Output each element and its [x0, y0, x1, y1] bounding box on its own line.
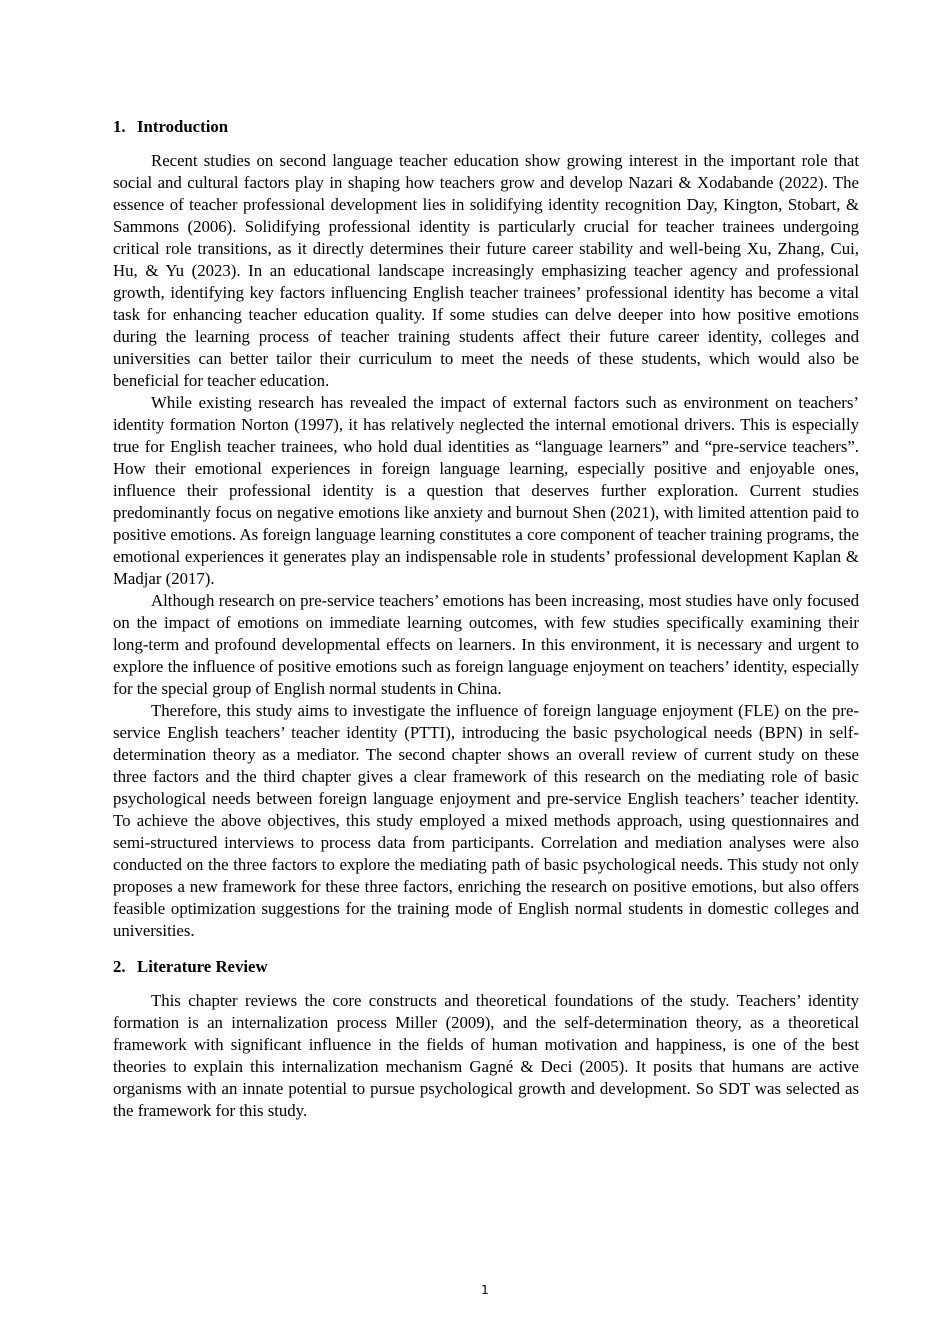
section-heading-introduction: [113, 116, 859, 138]
document-page: [113, 116, 859, 1122]
body-paragraph: Recent studies on second language teacher education show growing interest in the important role that social and cultural factors play in shaping how teachers grow and develop Nazari & Xodabande (2022). The essence of teacher professional development lies in solidifying identity recognition Day, Kington, Stobart, & Sammons (2006). Solidifying professional identity is particularly crucial for teacher trainees undergoing critical role transitions, as it directly determines their future career stability and well-being Xu, Zhang, Cui, Hu, & Yu (2023). In an educational landscape increasingly emphasizing teacher agency and professional growth, identifying key factors influencing English teacher trainees’ professional identity has become a vital task for enhancing teacher education quality. If some studies can delve deeper into how positive emotions during the learning process of teacher training students affect their future career identity, colleges and universities can better tailor their curriculum to meet the needs of these students, which would also be beneficial for teacher education.: [113, 151, 859, 390]
body-paragraph: Therefore, this study aims to investigate the influence of foreign language enjoyment (FLE) on the pre-service English teachers’ teacher identity (PTTI), introducing the basic psychological needs (BPN) in self-determination theory as a mediator. The second chapter shows an overall review of current study on these three factors and the third chapter gives a clear framework of this research on the mediating role of basic psychological needs between foreign language enjoyment and pre-service English teachers’ teacher identity. To achieve the above objectives, this study employed a mixed methods approach, using questionnaires and semi-structured interviews to process data from participants. Correlation and mediation analyses were also conducted on the three factors to explore the mediating path of basic psychological needs. This study not only proposes a new framework for these three factors, enriching the research on positive emotions, but also offers feasible optimization suggestions for the training mode of English normal students in domestic colleges and universities.: [113, 701, 859, 940]
body-paragraph: While existing research has revealed the impact of external factors such as environment on teachers’ identity formation Norton (1997), it has relatively neglected the internal emotional drivers. This is especially true for English teacher trainees, who hold dual identities as “language learners” and “pre-service teachers”. How their emotional experiences in foreign language learning, especially positive and enjoyable ones, influence their professional identity is a question that deserves further exploration. Current studies predominantly focus on negative emotions like anxiety and burnout Shen (2021), with limited attention paid to positive emotions. As foreign language learning constitutes a core component of teacher training programs, the emotional experiences it generates play an indispensable role in students’ professional development Kaplan & Madjar (2017).: [113, 393, 859, 588]
section-number: 2.: [113, 957, 126, 976]
section-number: 1.: [113, 117, 126, 136]
body-paragraph: Although research on pre-service teachers’ emotions has been increasing, most studies have only focused on the impact of emotions on immediate learning outcomes, with few studies specifically examining their long-term and profound developmental effects on learners. In this environment, it is necessary and urgent to explore the influence of positive emotions such as foreign language enjoyment on teachers’ identity, especially for the special group of English normal students in China.: [113, 591, 859, 698]
body-paragraph: This chapter reviews the core constructs and theoretical foundations of the study. Teachers’ identity formation is an internalization process Miller (2009), and the self-determination theory, as a theoretical framework with significant influence in the fields of human motivation and happiness, is one of the best theories to explain this internalization mechanism Gagné & Deci (2005). It posits that humans are active organisms with an innate potential to pursue psychological growth and development. So SDT was selected as the framework for this study.: [113, 991, 859, 1120]
page-number: 1: [481, 1283, 489, 1297]
section-title: Introduction: [137, 117, 229, 136]
section-title: Literature Review: [137, 957, 268, 976]
section-heading-literature-review: [113, 956, 859, 978]
